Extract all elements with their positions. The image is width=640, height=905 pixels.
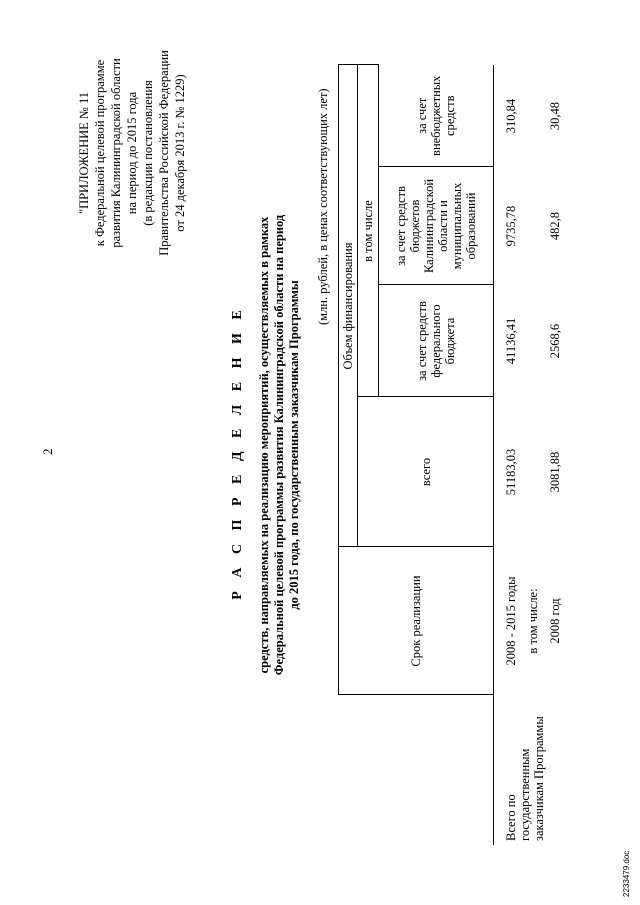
- header-name-cell: [339, 695, 494, 845]
- subtitle-line: средств, направляемых на реализацию мероприятий, осуществляемых в рамках: [257, 216, 271, 674]
- header-extra: за счет внебюджетных средств: [379, 65, 494, 167]
- row-total: 3081,88: [548, 451, 562, 493]
- row-federal: 2568,6: [548, 323, 562, 359]
- row-extra: 310,84: [504, 98, 518, 134]
- document-subtitle: [257, 125, 302, 765]
- units-note: (млн. рублей, в ценах соответствующих лет): [316, 88, 330, 325]
- row-period: 2008 - 2015 годы: [504, 576, 518, 666]
- row-name: Всего по государственным заказчикам Программы: [504, 716, 546, 841]
- subtitle-line: Федеральной целевой программы развития Калининградской области на период: [272, 214, 286, 676]
- annex-line: от 24 декабря 2013 г. № 1229): [173, 74, 187, 232]
- annex-header: [76, 3, 188, 303]
- funding-table: [338, 65, 564, 846]
- row-period: 2008 год: [548, 598, 562, 644]
- annex-line: "ПРИЛОЖЕНИЕ № 11: [77, 91, 91, 215]
- annex-line: Правительства Российской Федерации: [157, 50, 171, 256]
- annex-line: (в редакции постановления: [141, 80, 155, 226]
- row-period: в том числе:: [526, 588, 540, 654]
- document-title: Р А С П Р Е Д Е Л Е Н И Е: [230, 305, 245, 600]
- page-number: 2: [40, 448, 55, 455]
- row-regional: 9735,78: [504, 205, 518, 247]
- row-extra: 30,48: [548, 101, 562, 131]
- row-federal: [520, 285, 542, 397]
- header-total: всего: [358, 397, 494, 547]
- document-reference: 2233479.doc: [622, 850, 631, 897]
- header-including: в том числе: [358, 65, 379, 397]
- row-regional: 482,8: [548, 211, 562, 241]
- header-period: Срок реализации: [339, 547, 494, 695]
- header-row: [339, 65, 358, 845]
- row-extra: [520, 65, 542, 167]
- table-row: [494, 65, 521, 845]
- row-total: [520, 397, 542, 547]
- header-federal: за счет средств федерального бюджета: [379, 285, 494, 397]
- row-federal: 41136,41: [504, 317, 518, 365]
- annex-line: развития Калининградской области: [109, 58, 123, 248]
- header-regional: за счет средств бюджетов Калининградской области и муниципальных образований: [379, 167, 494, 285]
- row-regional: [520, 167, 542, 285]
- subtitle-line: до 2015 года, по государственным заказчикам Программы: [287, 280, 301, 610]
- row-total: 51183,03: [504, 448, 518, 496]
- annex-line: к Федеральной целевой программе: [93, 59, 107, 247]
- header-volume: Объем финансирования: [339, 65, 358, 547]
- annex-line: на период до 2015 года: [125, 91, 139, 215]
